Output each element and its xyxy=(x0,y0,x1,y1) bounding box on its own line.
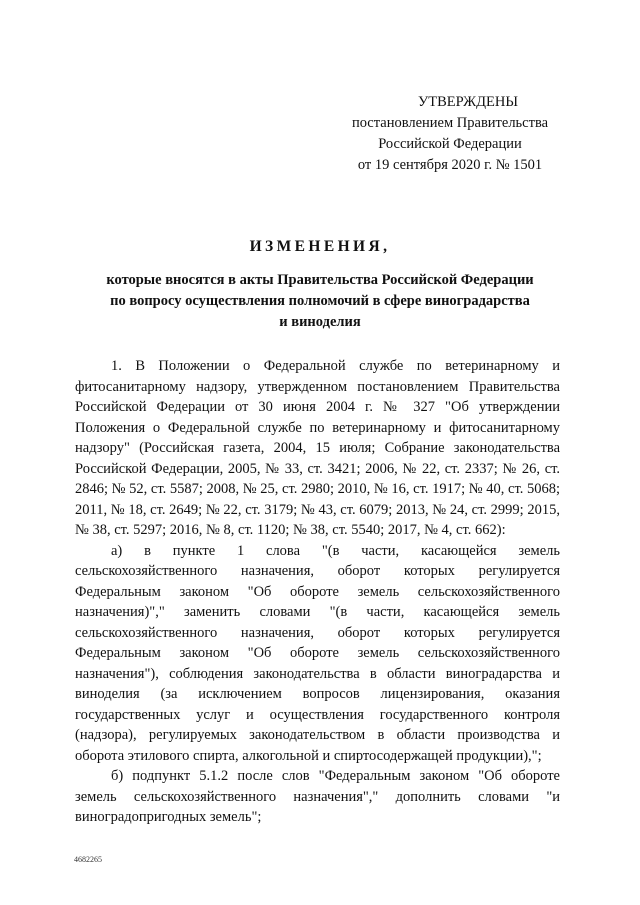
document-heading xyxy=(90,238,550,333)
subtitle-line-3: и виноделия xyxy=(279,314,361,330)
approval-line-3: от 19 сентября 2020 г. № 1501 xyxy=(357,157,543,173)
paragraph-1: 1. В Положении о Федеральной службе по ветеринарному и фитосанитарному надзору, утвержденном постановлением Правительства Российской Федерации от 30 июня 2004 г. № 327 "Об утверждении Положения о Федеральной службе по ветеринарному и фитосанитарному надзору" (Российская газета, 2004, 15 июля; Собрание законодательства Российской Федерации, 2005, № 33, ст. 3421; 2006, № 22, ст. 2337; № 26, ст. 2846; № 52, ст. 5587; 2008, № 25, ст. 2980; 2010, № 16, ст. 1917; № 40, ст. 5068; 2011, № 18, ст. 2649; № 22, ст. 3179; № 43, ст. 6079; 2013, № 24, ст. 2999; 2015, № 38, ст. 5297; 2016, № 8, ст. 1120; № 38, ст. 5540; 2017, № 4, ст. 662): xyxy=(75,358,560,538)
approval-line-1: постановлением Правительства xyxy=(351,115,549,131)
approval-block xyxy=(330,92,570,176)
document-title: ИЗМЕНЕНИЯ, xyxy=(249,238,391,255)
subtitle-line-1: которые вносятся в акты Правительства Российской Федерации xyxy=(106,272,534,288)
document-code: 4682265 xyxy=(74,855,102,864)
approval-stamp-title: УТВЕРЖДЕНЫ xyxy=(417,94,519,110)
subtitle-line-2: по вопросу осуществления полномочий в сфере виноградарства xyxy=(110,293,530,309)
paragraph-b: б) подпункт 5.1.2 после слов "Федеральным законом "Об обороте земель сельскохозяйственного назначения"," дополнить словами "и виноградопригодных земель"; xyxy=(75,768,560,825)
document-body xyxy=(75,356,560,828)
approval-line-2: Российской Федерации xyxy=(378,136,522,152)
document-subtitle xyxy=(90,270,550,333)
paragraph-a: а) в пункте 1 слова "(в части, касающейся земель сельскохозяйственного назначения, оборот которых регулируется Федеральным законом "Об обороте земель сельскохозяйственного назначения)"," заменить словами "(в части, касающейся земель сельскохозяйственного назначения, оборот которых регулируется Федеральным законом "Об обороте земель сельскохозяйственного назначения"), соблюдения законодательства в области виноградарства и виноделия (за исключением вопросов лицензирования, оказания государственных услуг и осуществления государственного контроля (надзора), регулируемых законодательством в области производства и оборота этилового спирта, алкогольной и спиртосодержащей продукции),"; xyxy=(75,542,560,764)
